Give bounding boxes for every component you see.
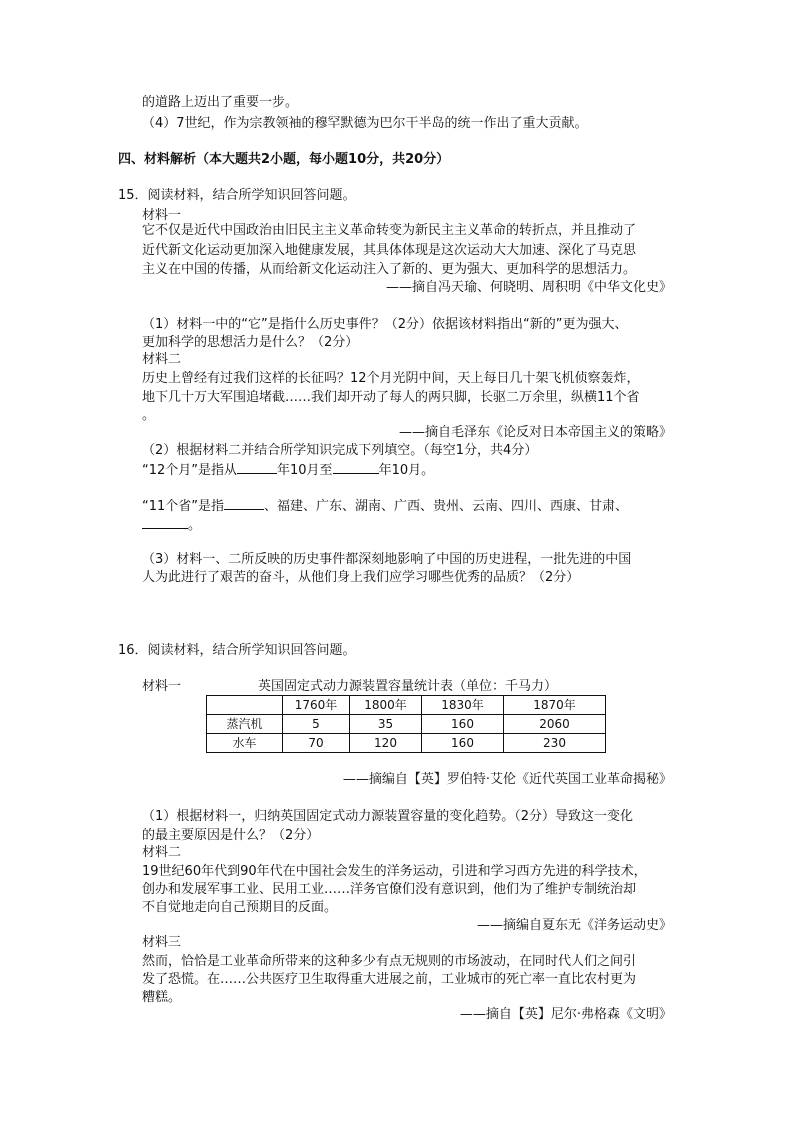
table-cell: 160 <box>422 715 504 734</box>
table-row-label: 蒸汽机 <box>207 715 283 734</box>
fill-blank[interactable] <box>142 514 188 529</box>
q16-material3-source: ——摘自【英】尼尔·弗格森《文明》 <box>459 1007 672 1022</box>
q16-stem: 16．阅读材料，结合所学知识回答问题。 <box>118 643 356 658</box>
q15-material1-source: ——摘自冯天瑜、何晓明、周积明《中华文化史》 <box>385 280 672 295</box>
statement-4: （4）7世纪，作为宗教领袖的穆罕默德为巴尔干半岛的统一作出了重大贡献。 <box>142 116 588 131</box>
table-cell: 160 <box>422 734 504 753</box>
q15-question2: （2）根据材料二并结合所学知识完成下列填空。（每空1分，共4分） <box>142 443 538 458</box>
q15-material2-line: 。 <box>142 408 156 423</box>
table-cell: 230 <box>504 734 606 753</box>
q15-material2-source: ——摘自毛泽东《论反对日本帝国主义的策略》 <box>398 425 672 440</box>
q16-question1: （1）根据材料一，归纳英国固定式动力源装置容量的变化趋势。（2分）导致这一变化 <box>142 809 634 824</box>
q15-stem: 15．阅读材料，结合所学知识回答问题。 <box>118 188 356 203</box>
q16-material2-source: ——摘编自夏东无《洋务运动史》 <box>476 918 672 933</box>
section-title: 四、材料解析（本大题共2小题，每小题10分，共20分） <box>118 152 450 167</box>
table-cell: 35 <box>350 715 422 734</box>
q15-material1-label: 材料一 <box>142 208 182 223</box>
q16-material1-label: 材料一 <box>142 679 182 694</box>
fill-blank[interactable] <box>237 459 277 474</box>
q16-material2-label: 材料二 <box>142 845 182 860</box>
q15-question3: （3）材料一、二所反映的历史事件都深刻地影响了中国的历史进程，一批先进的中国 <box>142 552 632 567</box>
continued-text: 的道路上迈出了重要一步。 <box>142 95 299 110</box>
table-header-cell: 1870年 <box>504 696 606 715</box>
q15-material1-line: 主义在中国的传播，从而给新文化运动注入了新的、更为强大、更加科学的思想活力。 <box>142 262 637 277</box>
table-cell: 5 <box>283 715 350 734</box>
fill-text: 、福建、广东、湖南、广西、贵州、云南、四川、西康、甘肃、 <box>264 499 629 514</box>
table-row <box>207 715 606 734</box>
fill-blank[interactable] <box>333 459 379 474</box>
q15-material2-line: 地下几十万大军围追堵截……我们却开动了每人的两只脚，长驱二万余里，纵横11个省 <box>142 390 640 405</box>
table-header-cell: 1800年 <box>350 696 422 715</box>
fill-blank[interactable] <box>224 495 264 510</box>
q16-material2-line: 19世纪60年代到90年代在中国社会发生的洋务运动，引进和学习西方先进的科学技术， <box>142 864 647 879</box>
q15-material1-line: 它不仅是近代中国政治由旧民主主义革命转变为新民主主义革命的转折点，并且推动了 <box>142 223 637 238</box>
q15-fill-provinces <box>142 495 628 517</box>
table-header-row <box>207 696 606 715</box>
fill-text: “12个月”是指从 <box>142 463 238 478</box>
fill-text: “11个省”是指 <box>142 499 225 514</box>
table-row-label: 水车 <box>207 734 283 753</box>
q15-material2-label: 材料二 <box>142 352 182 367</box>
q15-material1-line: 近代新文化运动更加深入地健康发展，其具体体现是这次运动大大加速、深化了马克思 <box>142 243 637 258</box>
fill-text: 。 <box>188 518 202 533</box>
table-cell: 120 <box>350 734 422 753</box>
q16-material3-line: 发了恐慌。在……公共医疗卫生取得重大进展之前，工业城市的死亡率一直比农村更为 <box>142 972 637 987</box>
q15-fill-provinces-cont <box>142 514 201 536</box>
table-title: 英国固定式动力源装置容量统计表（单位：千马力） <box>258 679 558 694</box>
table-header-cell: 1760年 <box>283 696 350 715</box>
table-header-cell: 1830年 <box>422 696 504 715</box>
table-row <box>207 734 606 753</box>
q15-question3: 人为此进行了艰苦的奋斗，从他们身上我们应学习哪些优秀的品质？（2分） <box>142 570 580 585</box>
capacity-table <box>206 695 606 753</box>
q15-material2-line: 历史上曾经有过我们这样的长征吗？12个月光阴中间，天上每日几十架飞机侦察轰炸， <box>142 371 640 386</box>
table-cell: 70 <box>283 734 350 753</box>
q16-material3-label: 材料三 <box>142 935 182 950</box>
q16-material2-line: 创办和发展军事工业、民用工业……洋务官僚们没有意识到，他们为了维护专制统治却 <box>142 882 637 897</box>
q15-fill-months <box>142 459 434 481</box>
q16-question1: 的最主要原因是什么？（2分） <box>142 828 320 843</box>
table-cell: 2060 <box>504 715 606 734</box>
q16-material2-line: 不自觉地走向自己预期目的反面。 <box>142 900 338 915</box>
q16-material3-line: 然而，恰恰是工业革命所带来的这种多少有点无规则的市场波动，在同时代人们之间引 <box>142 954 637 969</box>
fill-text: 年10月。 <box>378 463 435 478</box>
fill-text: 年10月至 <box>277 463 333 478</box>
q16-material1-source: ——摘编自【英】罗伯特·艾伦《近代英国工业革命揭秘》 <box>342 772 672 787</box>
q15-question1: （1）材料一中的“它”是指什么历史事件？（2分）依据该材料指出“新的”更为强大、 <box>142 317 628 332</box>
table-header-cell <box>207 696 283 715</box>
q15-question1: 更加科学的思想活力是什么？（2分） <box>142 335 359 350</box>
q16-material3-line: 糟糕。 <box>142 990 182 1005</box>
